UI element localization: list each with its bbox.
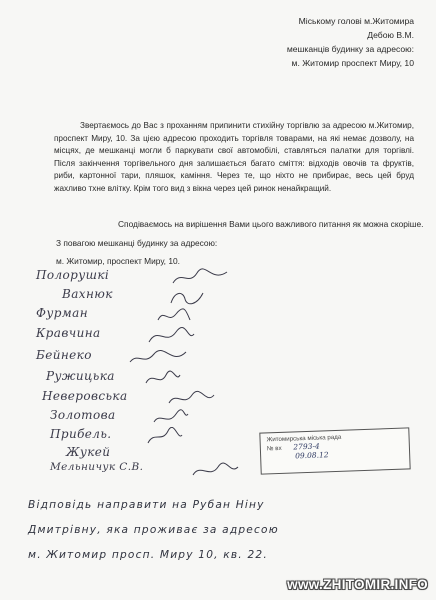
- signature-scribble: [144, 427, 184, 447]
- signature-row: [50, 427, 112, 447]
- regards-line: З повагою мешканці будинку за адресою:: [56, 238, 218, 248]
- signature-scribble: [146, 326, 196, 346]
- signature-name: Бейнеко: [36, 348, 92, 362]
- addressee-block: [287, 14, 414, 70]
- signature-row: [36, 306, 88, 326]
- signature-scribble: [167, 287, 207, 307]
- addressee-line-4: м. Житомир проспект Миру, 10: [291, 58, 414, 68]
- signature-list: [36, 268, 296, 478]
- addressee-line-1: Міському голові м.Житомира: [298, 16, 414, 26]
- signature-scribble: [190, 461, 240, 481]
- registration-stamp: [259, 427, 410, 474]
- signature-row: [50, 408, 116, 428]
- addressee-line-3: мешканців будинку за адресою:: [286, 44, 414, 54]
- signature-row: [36, 268, 109, 288]
- signature-name: Мельничук С.В.: [50, 461, 144, 473]
- hope-line: Сподіваємось на вирішення Вами цього важливого питання як можна скоріше.: [118, 219, 424, 229]
- handwritten-resolution: [28, 493, 428, 568]
- resolution-line-1: Відповідь направити на Рубан Ніну: [28, 499, 265, 511]
- signature-name: Прибель.: [50, 427, 112, 441]
- signature-name: Ружицька: [46, 369, 115, 383]
- signature-name: Неверовська: [42, 389, 128, 403]
- signature-row: [46, 369, 115, 389]
- letter-body: [54, 120, 414, 196]
- address-line: м. Житомир, проспект Миру, 10.: [56, 256, 180, 266]
- site-watermark: www.ZHITOMIR.INFO: [287, 577, 428, 592]
- signature-scribble: [154, 306, 194, 326]
- signature-scribble: [150, 408, 190, 428]
- signature-row: [50, 461, 143, 481]
- signature-row: [42, 389, 128, 409]
- signature-scribble: [128, 348, 188, 368]
- signature-name: Вахнюк: [62, 287, 113, 301]
- signature-row: [36, 348, 92, 368]
- addressee-line-2: Дебою В.М.: [367, 30, 414, 40]
- stamp-line-1: Житомирська міська рада: [266, 433, 342, 444]
- resolution-line-3: м. Житомир просп. Миру 10, кв. 22.: [28, 549, 268, 561]
- signature-row: [62, 287, 113, 307]
- stamp-date: 09.08.12: [294, 450, 329, 461]
- stamp-number: 2793-4: [293, 441, 320, 452]
- signature-scribble: [171, 268, 231, 288]
- signature-name: Кравчина: [36, 326, 101, 340]
- signature-name: Жукей: [66, 445, 111, 459]
- signature-scribble: [142, 369, 182, 389]
- signature-name: Полорушкі: [36, 268, 110, 282]
- signature-name: Золотова: [50, 408, 116, 422]
- signature-name: Фурман: [36, 306, 89, 320]
- stamp-line-2-label: № вх: [266, 444, 282, 453]
- resolution-line-2: Дмитрівну, яка проживає за адресою: [28, 524, 279, 536]
- signature-scribble: [166, 389, 216, 409]
- letter-paragraph: Звертаємось до Вас з проханням припинити стихійну торгівлю за адресою м.Житомир, проспект Миру, 10. За цією адресою проходить торгівля товарами, на які немає дозволу, на місцях, де мешканці могли б паркувати свої автомобілі, ставляться палатки для торгівлі. Після закінчення торгівельного дня залишається багато сміття: відходів овочів та фруктів, риби, картонної тари, пляшок, каміння. Через те, що ніхто не прибирає, весь цей бруд жахливо тхне влітку. Крім того вид з вікна через цей ринок ненайкращий.: [54, 121, 414, 193]
- signature-row: [36, 326, 101, 346]
